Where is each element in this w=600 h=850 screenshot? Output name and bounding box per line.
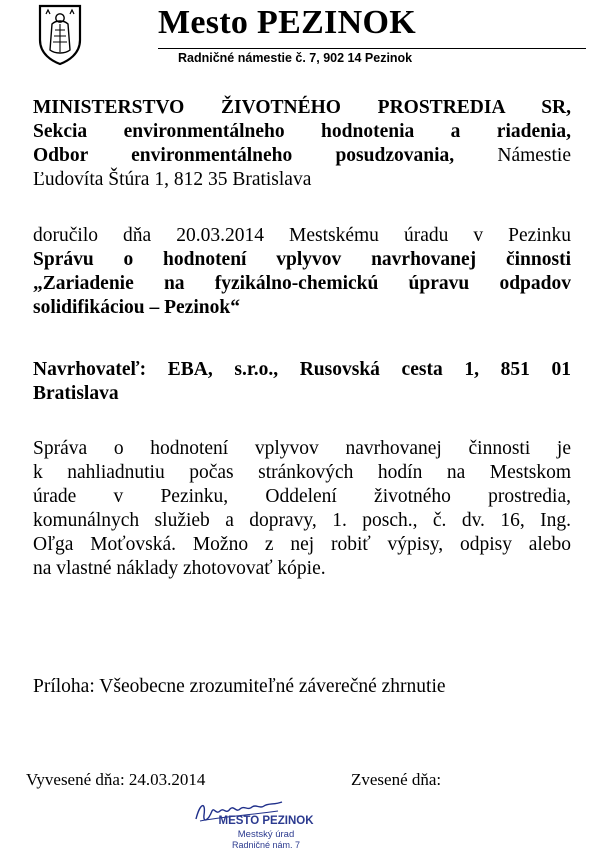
recipient-block <box>33 96 571 192</box>
notice-line-2: k nahliadnutiu počas stránkových hodín na Mestskom <box>33 462 571 483</box>
notice-line-6: na vlastné náklady zhotovovať kópie. <box>33 558 326 579</box>
stamp-office: Mestský úrad <box>237 829 295 840</box>
applicant-city: Bratislava <box>33 383 119 404</box>
project-line-end: solidifikáciou – Pezinok“ <box>33 297 240 318</box>
ministry-line: MINISTERSTVO ŽIVOTNÉHO PROSTREDIA SR, <box>33 97 571 118</box>
attachment-note: Príloha: Všeobecne zrozumiteľné záverečné zhrnutie <box>33 676 446 697</box>
city-coat-of-arms-icon <box>38 4 82 66</box>
department-name: Odbor environmentálneho posudzovania, <box>33 145 455 166</box>
address-line: Ľudovíta Štúra 1, 812 35 Bratislava <box>33 169 312 190</box>
removed-date: Zvesené dňa: <box>351 770 442 789</box>
applicant-line: Navrhovateľ: EBA, s.r.o., Rusovská cesta 1, 851 01 <box>33 359 571 380</box>
department-line <box>33 144 571 168</box>
posted-date: Vyvesené dňa: 24.03.2014 <box>26 770 206 789</box>
town-name: Mesto PEZINOK <box>158 4 416 41</box>
stamp-title: MESTO PEZINOK <box>218 815 314 827</box>
delivery-paragraph <box>33 224 571 320</box>
notice-paragraph <box>33 437 571 581</box>
town-hall-address: Radničné námestie č. 7, 902 14 Pezinok <box>178 51 413 65</box>
section-line: Sekcia environmentálneho hodnotenia a riadenia, <box>33 121 571 142</box>
notice-line-1: Správa o hodnotení vplyvov navrhovanej činnosti je <box>33 438 571 459</box>
official-stamp <box>205 815 327 850</box>
report-line: Správu o hodnotení vplyvov navrhovanej činnosti <box>33 249 571 270</box>
address-start: Námestie <box>454 145 571 166</box>
notice-line-4: komunálnych služieb a dopravy, 1. posch., č. dv. 16, Ing. <box>33 510 571 531</box>
letterhead <box>0 0 600 80</box>
header-rule <box>158 48 586 49</box>
notice-line-5: Oľga Moťovská. Možno z nej robiť výpisy, odpisy alebo <box>33 534 571 555</box>
delivery-line: doručilo dňa 20.03.2014 Mestskému úradu v Pezinku <box>33 225 571 246</box>
stamp-address: Radničné nám. 7 <box>231 840 301 850</box>
notice-line-3: úrade v Pezinku, Oddelení životného prostredia, <box>33 486 571 507</box>
applicant-paragraph <box>33 358 571 406</box>
project-line: „Zariadenie na fyzikálno-chemickú úpravu odpadov <box>33 273 571 294</box>
